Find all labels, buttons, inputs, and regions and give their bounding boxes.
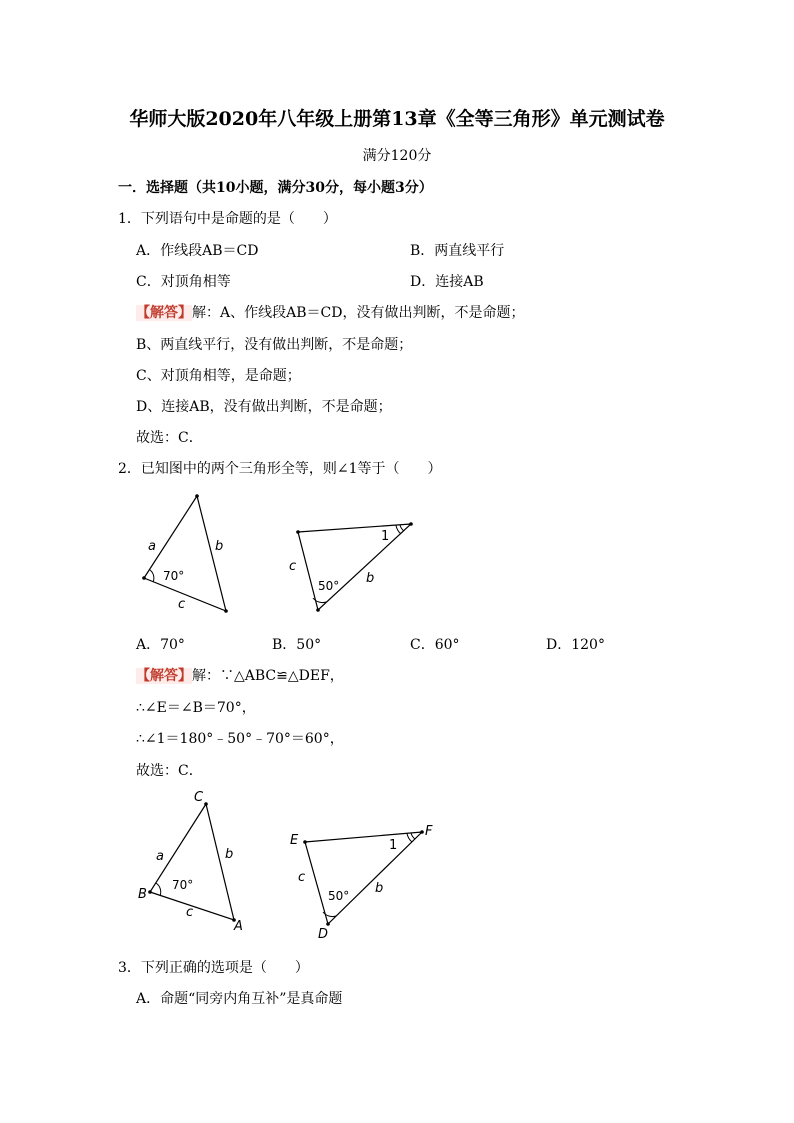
answer-text: 解：∵△ABC≌△DEF， [192,668,344,684]
side-label-b: b [225,847,234,862]
q1-option-a: A．作线段AB＝CD [136,243,259,259]
side-label-b: b [375,881,384,896]
vertex-label-a: A [234,919,243,934]
q1-option-b: B．两直线平行 [410,243,505,259]
q1-option-c: C．对顶角相等 [136,274,231,290]
q2-answer-line-4: 故选：C． [136,763,203,779]
q2-answer-line-3: ∴∠1＝180°﹣50°﹣70°＝60°， [136,731,344,747]
triangle-def [290,824,433,942]
angle-label-1: 1 [381,529,390,544]
left-triangle [142,494,228,613]
angle-label-50: 50° [318,579,340,593]
right-triangle [289,522,413,612]
q2-option-a: A．70° [136,637,185,653]
vertex-label-e: E [290,833,299,848]
q1-answer-line-3: C、对顶角相等，是命题； [136,368,301,384]
q1-answer-line-5: 故选：C． [136,430,203,446]
answer-tag: 【解答】 [136,668,192,684]
side-label-a: a [148,539,156,554]
vertex-label-c: C [194,790,204,805]
q1-answer-line-1 [136,302,524,322]
page-title: 华师大版2020年八年级上册第13章《全等三角形》单元测试卷 [129,108,665,130]
q2-stem: 2．已知图中的两个三角形全等，则∠1等于（ ） [118,461,442,477]
side-label-a: a [156,849,164,864]
q1-stem: 1．下列语句中是命题的是（ ） [118,211,337,227]
side-label-b: b [366,571,375,586]
answer-tag: 【解答】 [136,305,192,321]
angle-label-1: 1 [389,838,398,853]
q2-option-d: D．120° [546,637,605,653]
vertex-label-f: F [425,824,433,839]
q1-answer-line-2: B、两直线平行，没有做出判断，不是命题； [136,337,413,353]
q2-option-c: C．60° [410,637,460,653]
q1-option-d: D．连接AB [410,274,484,290]
angle-label-50: 50° [328,889,350,903]
q2-answer-line-1 [136,665,344,685]
q1-answer-line-4: D、连接AB，没有做出判断，不是命题； [136,399,392,415]
full-score: 满分120分 [362,148,432,164]
vertex-label-d: D [318,927,329,942]
vertex-label-b: B [138,887,147,902]
side-label-c: c [289,559,297,574]
angle-label-70: 70° [163,569,185,583]
side-label-c: c [186,905,194,920]
triangle-figure-1 [130,488,430,618]
q3-option-a: A．命题“同旁内角互补”是真命题 [136,991,343,1007]
answer-text: 解：A、作线段AB＝CD，没有做出判断，不是命题； [192,305,525,321]
triangle-figure-2 [130,786,450,946]
q2-option-b: B．50° [272,637,322,653]
q3-stem: 3．下列正确的选项是（ ） [118,960,309,976]
side-label-c: c [178,597,186,612]
q2-answer-line-2: ∴∠E＝∠B＝70°， [136,700,256,716]
triangle-abc [138,790,243,934]
side-label-c: c [298,870,306,885]
section-heading: 一．选择题（共10小题，满分30分，每小题3分） [118,180,433,196]
side-label-b: b [215,539,224,554]
angle-label-70: 70° [172,878,194,892]
